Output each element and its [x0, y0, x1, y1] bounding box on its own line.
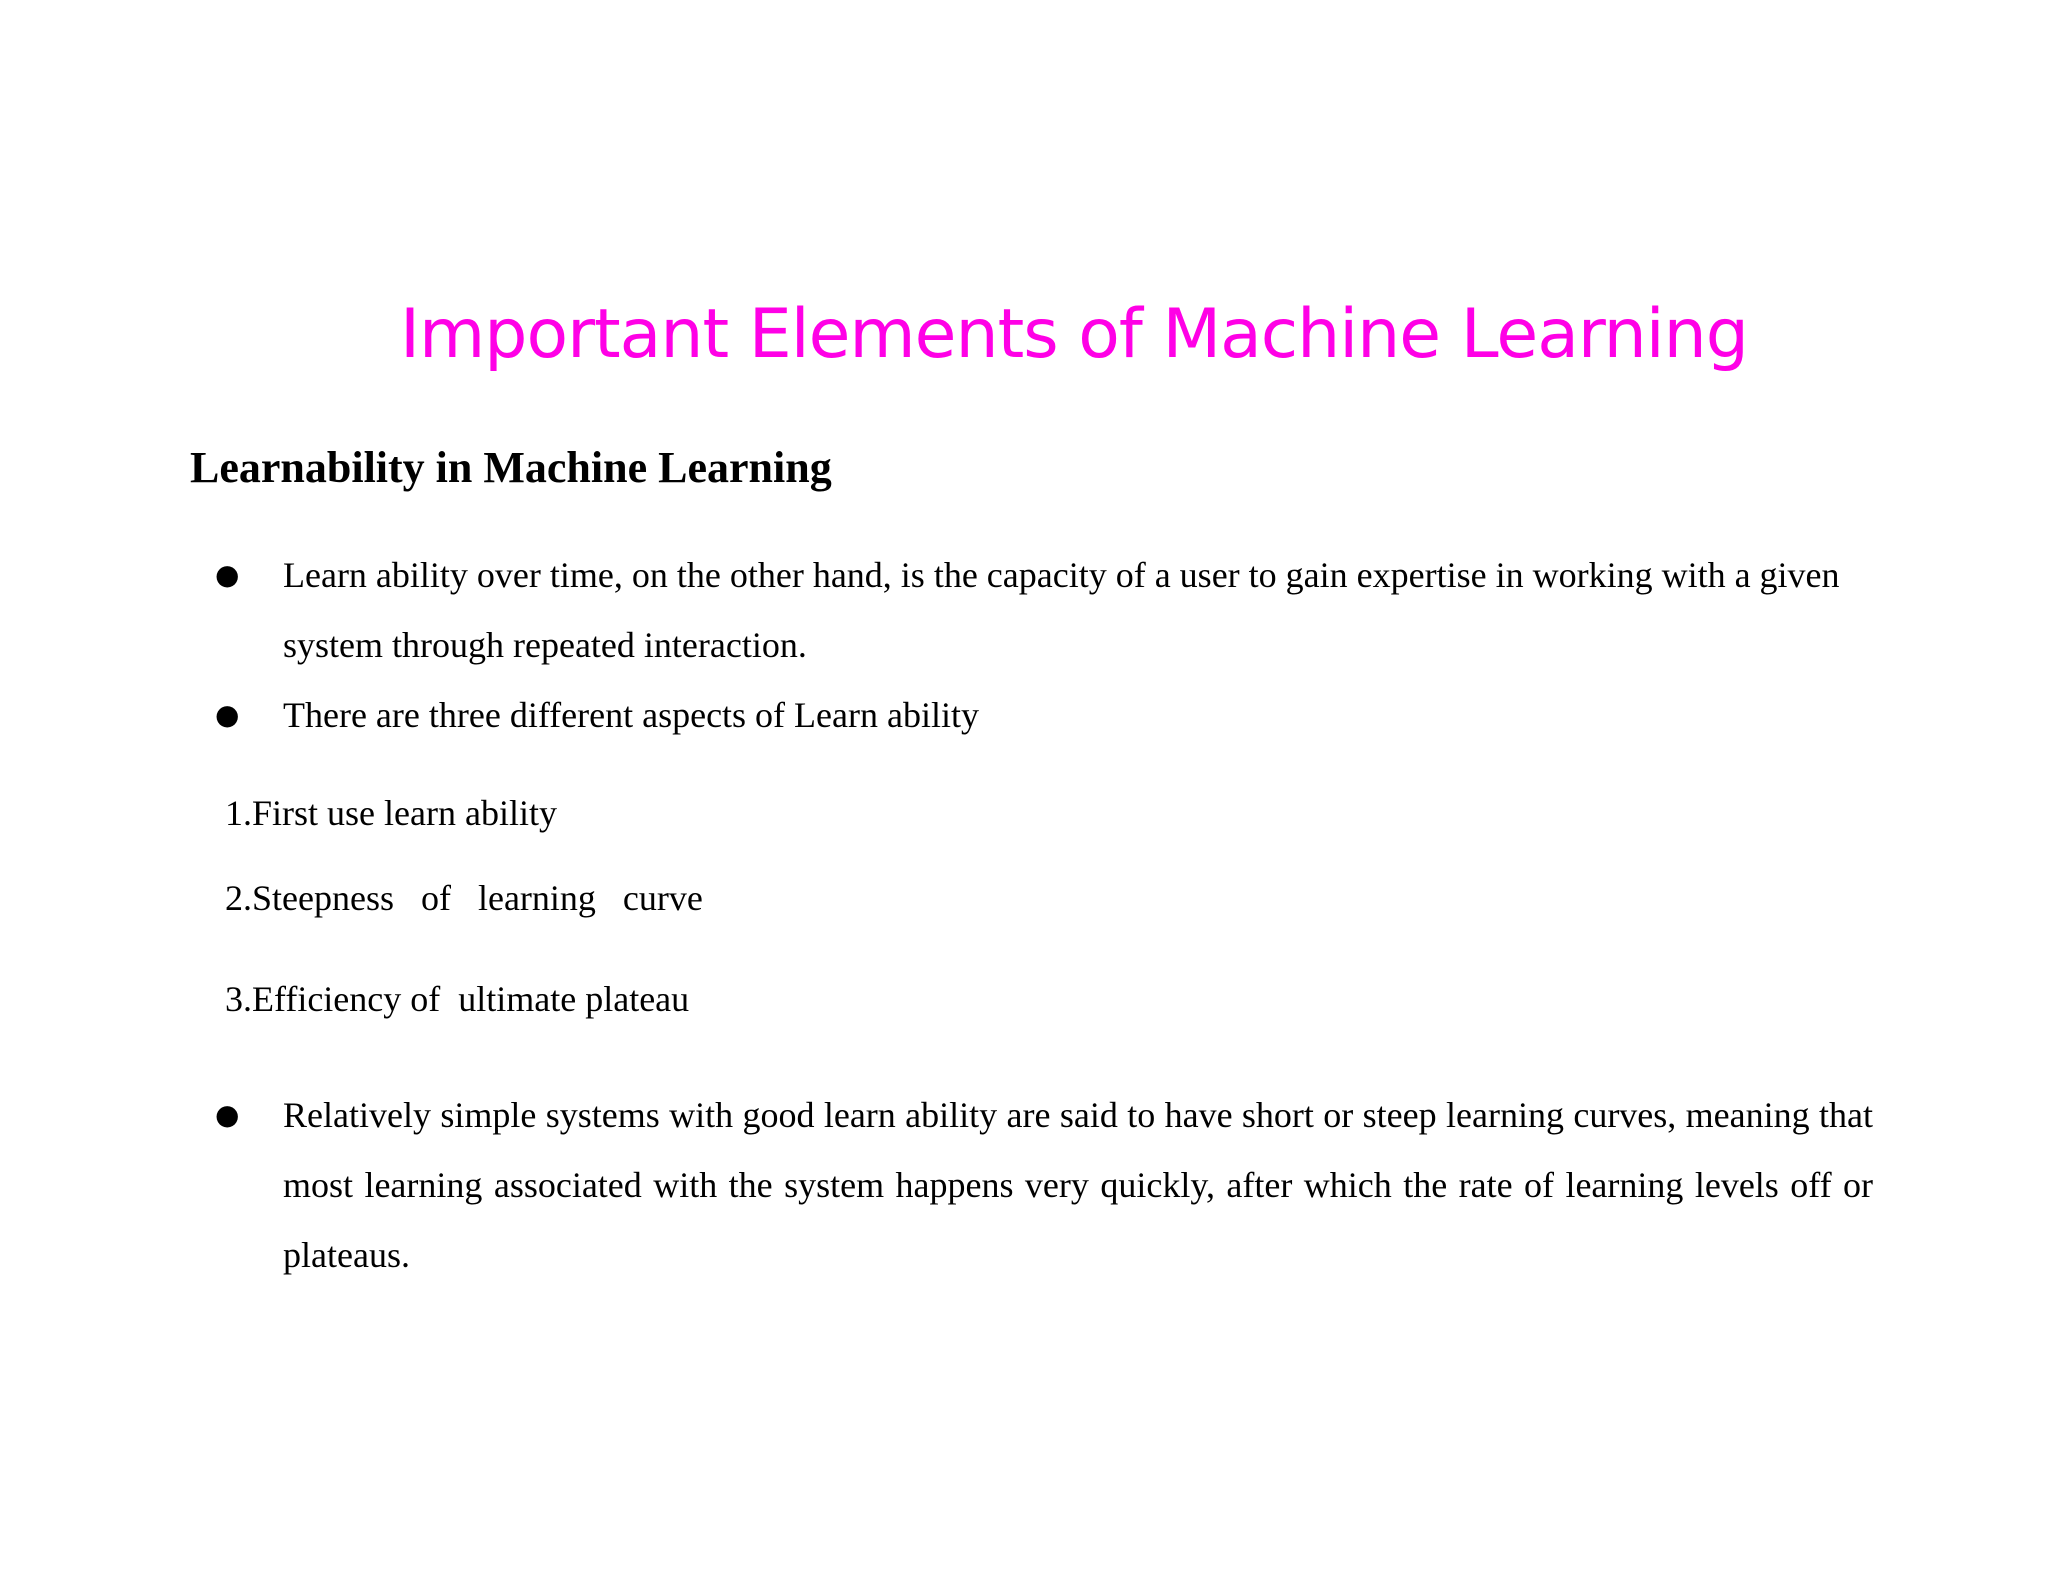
bullet-text: Learn ability over time, on the other hand, is the capacity of a user to gain expertise in working with a given system through repeated interaction.: [283, 555, 1840, 665]
bullet-dot-icon: ●: [215, 698, 240, 731]
aspect-item-steepness: 2.Steepness of learning curve: [225, 878, 703, 918]
aspect-item-efficiency: 3.Efficiency of ultimate plateau: [225, 979, 690, 1019]
page-title: Important Elements of Machine Learning: [400, 295, 1748, 374]
bullet-item-closing: [215, 1080, 1873, 1290]
bullet-item: [215, 540, 1873, 680]
bullet-item: [215, 680, 1873, 750]
bullet-text: Relatively simple systems with good learn ability are said to have short or steep learning curves, meaning that most learning associated with the system happens very quickly, after which the rate of learning levels off or plateaus.: [283, 1095, 1873, 1275]
bullet-dot-icon: ●: [215, 1098, 240, 1131]
bullet-dot-icon: ●: [215, 558, 240, 591]
aspect-item-first-use: 1.First use learn ability: [225, 793, 557, 833]
bullet-text: There are three different aspects of Learn ability: [283, 695, 979, 735]
section-heading: Learnability in Machine Learning: [190, 443, 832, 492]
